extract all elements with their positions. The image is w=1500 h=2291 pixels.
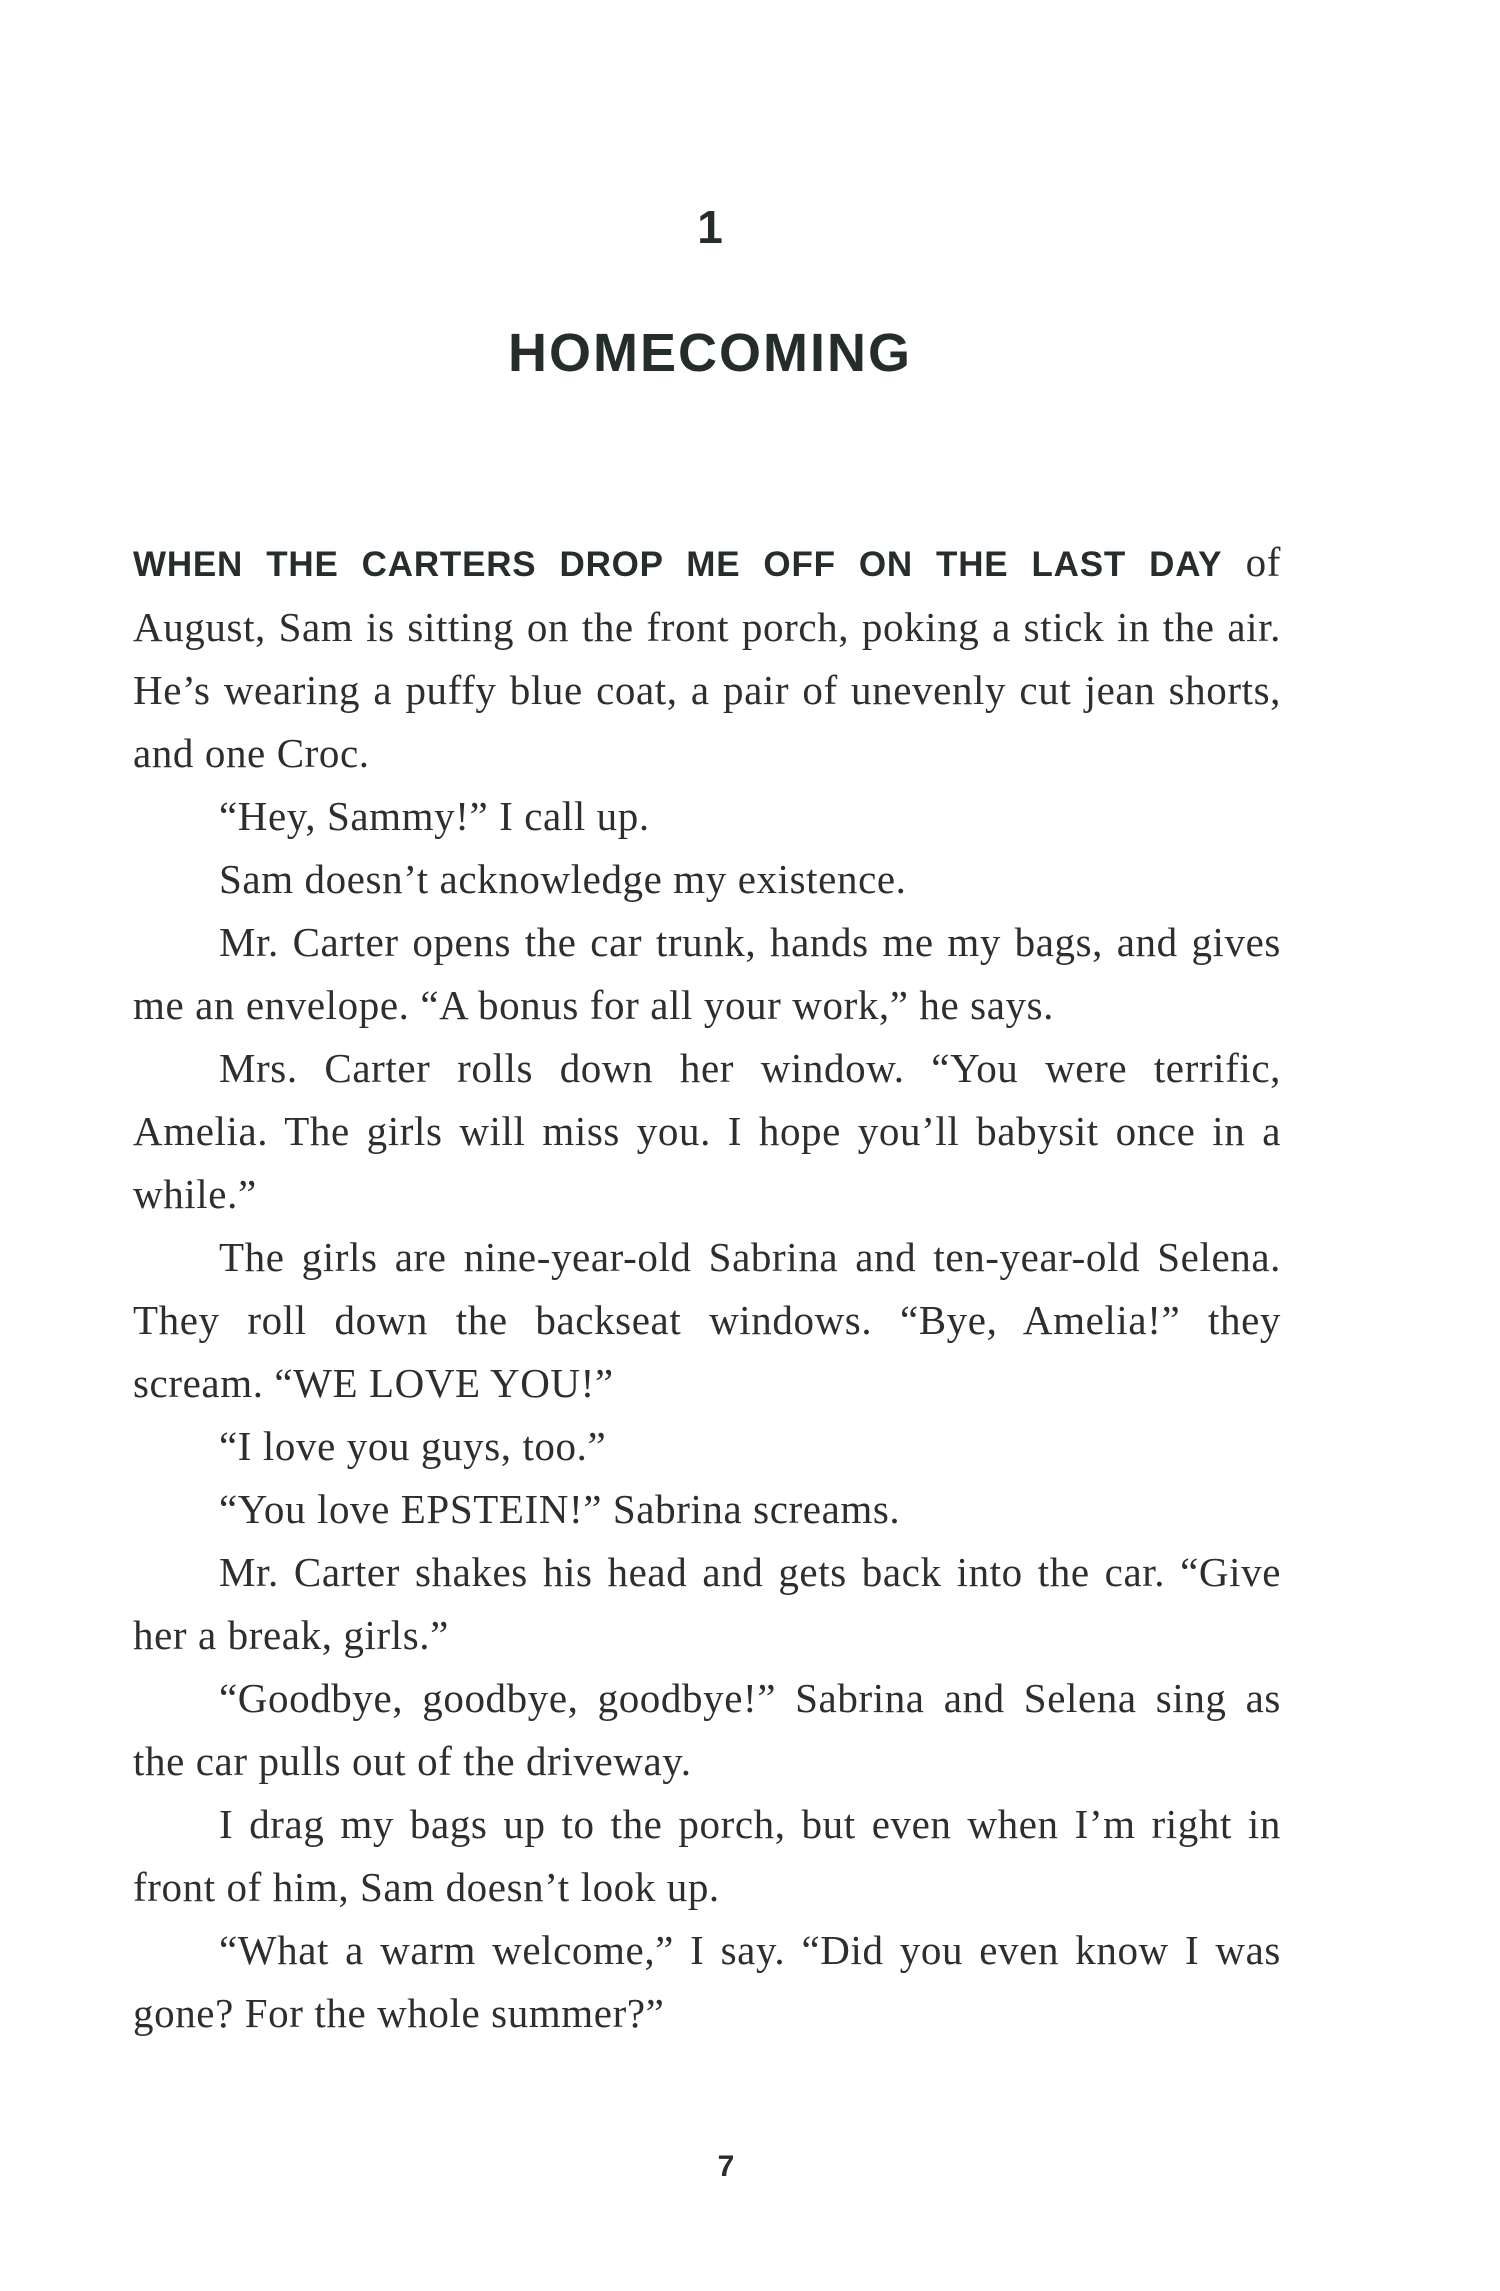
paragraph: I drag my bags up to the porch, but even when I’m right in front of him, Sam doesn’t look up. [133, 1801, 1281, 1910]
paragraph: The girls are nine-year-old Sabrina and ten-year-old Selena. They roll down the backseat windows. “Bye, Amelia!” they scream. “WE LOVE YOU!” [133, 1234, 1281, 1406]
paragraph: Mr. Carter shakes his head and gets back into the car. “Give her a break, girls.” [133, 1549, 1281, 1658]
paragraph: “You love EPSTEIN!” Sabrina screams. [219, 1486, 901, 1532]
chapter-title: HOMECOMING [508, 323, 912, 383]
lead-in: WHEN THE CARTERS DROP ME OFF ON THE LAST DAY [133, 545, 1223, 584]
paragraph-text: of August, Sam is sitting on the front porch, poking a stick in the air. He’s wearing a puffy blue coat, a pair of unevenly cut jean shorts, and one Croc. [133, 539, 1281, 776]
paragraph [133, 531, 1281, 785]
paragraph: “I love you guys, too.” [219, 1423, 607, 1469]
paragraph: “Goodbye, goodbye, goodbye!” Sabrina and Selena sing as the car pulls out of the driveway. [133, 1675, 1281, 1784]
paragraph: Mrs. Carter rolls down her window. “You were terrific, Amelia. The girls will miss you. I hope you’ll babysit once in a while.” [133, 1045, 1281, 1217]
chapter-number: 1 [697, 201, 723, 253]
paragraph: “What a warm welcome,” I say. “Did you even know I was gone? For the whole summer?” [133, 1927, 1281, 2036]
page-number: 7 [717, 2150, 735, 2183]
paragraph: Mr. Carter opens the car trunk, hands me my bags, and gives me an envelope. “A bonus for all your work,” he says. [133, 919, 1281, 1028]
paragraph: Sam doesn’t acknowledge my existence. [219, 856, 907, 902]
paragraph: “Hey, Sammy!” I call up. [219, 793, 650, 839]
chapter-body [133, 531, 1281, 2045]
